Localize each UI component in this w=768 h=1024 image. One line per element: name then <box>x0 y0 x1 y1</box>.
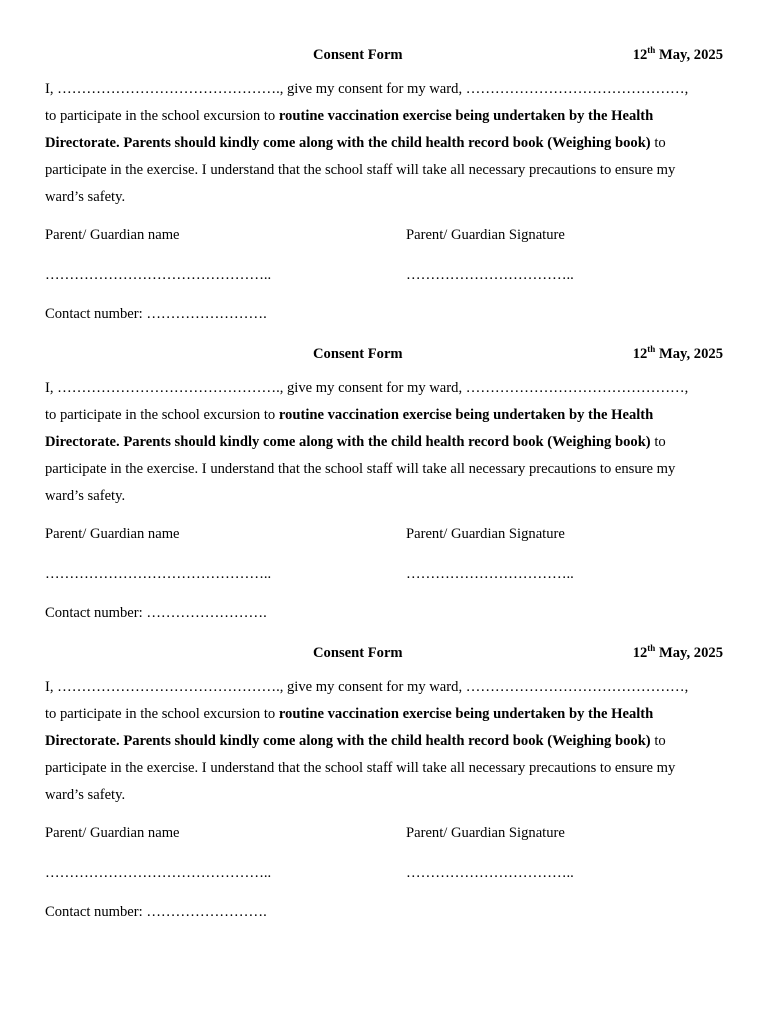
contact-number-field: Contact number: ……………………. <box>45 904 267 920</box>
statement-line-1: I, ………………………………………., give my consent for my ward, ………………………………………, <box>45 380 689 396</box>
form-title: Consent Form <box>313 346 403 362</box>
statement-line-4: participate in the exercise. I understand that the school staff will take all necessary precautions to ensure my <box>45 461 676 477</box>
parent-name-field: ……………………………………….. <box>45 566 272 582</box>
statement-bold-text: routine vaccination exercise being undertaken by the Health <box>278 108 654 124</box>
statement-line-2 <box>45 701 723 728</box>
statement-line-5: ward’s safety. <box>45 787 126 803</box>
date-rest: May, 2025 <box>655 645 723 661</box>
form-title: Consent Form <box>313 47 403 63</box>
parent-signature-label: Parent/ Guardian Signature <box>406 526 565 542</box>
date-suffix: th <box>647 643 656 654</box>
date-suffix: th <box>647 344 656 355</box>
parent-signature-field: …………………………….. <box>406 566 574 582</box>
statement-bold-text: routine vaccination exercise being undertaken by the Health <box>278 407 654 423</box>
signature-labels <box>45 526 723 546</box>
form-header <box>45 44 723 68</box>
parent-name-label: Parent/ Guardian name <box>45 227 180 243</box>
date-day: 12 <box>632 346 648 362</box>
parent-signature-field: …………………………….. <box>406 865 574 881</box>
consent-statement <box>45 76 723 211</box>
statement-line-2 <box>45 402 723 429</box>
statement-line-3 <box>45 130 723 157</box>
consent-form-3 <box>45 642 723 932</box>
statement-plain-text: to <box>650 733 666 749</box>
form-header <box>45 642 723 666</box>
statement-plain-text: to <box>650 434 666 450</box>
form-date <box>633 346 723 363</box>
statement-line-4: participate in the exercise. I understand that the school staff will take all necessary precautions to ensure my <box>45 760 676 776</box>
signature-fields <box>45 865 723 885</box>
statement-line-4: participate in the exercise. I understand that the school staff will take all necessary precautions to ensure my <box>45 162 676 178</box>
form-date <box>633 645 723 662</box>
signature-labels <box>45 825 723 845</box>
statement-plain-text: to participate in the school excursion to <box>45 706 279 722</box>
consent-form-1 <box>45 44 723 334</box>
contact-number-field: Contact number: ……………………. <box>45 306 267 322</box>
statement-line-3 <box>45 728 723 755</box>
parent-name-label: Parent/ Guardian name <box>45 526 180 542</box>
parent-signature-field: …………………………….. <box>406 267 574 283</box>
consent-statement <box>45 375 723 510</box>
statement-bold-text: Directorate. Parents should kindly come along with the child health record book (Weighing book) <box>45 733 651 749</box>
date-rest: May, 2025 <box>655 346 723 362</box>
contact-number-field: Contact number: ……………………. <box>45 605 267 621</box>
signature-labels <box>45 227 723 247</box>
statement-line-1: I, ………………………………………., give my consent for my ward, ………………………………………, <box>45 679 689 695</box>
statement-line-3 <box>45 429 723 456</box>
statement-line-1: I, ………………………………………., give my consent for my ward, ………………………………………, <box>45 81 689 97</box>
consent-statement <box>45 674 723 809</box>
form-date <box>633 47 723 64</box>
signature-fields <box>45 267 723 287</box>
consent-form-2 <box>45 343 723 633</box>
statement-bold-text: routine vaccination exercise being undertaken by the Health <box>278 706 654 722</box>
parent-name-field: ……………………………………….. <box>45 267 272 283</box>
statement-plain-text: to participate in the school excursion to <box>45 108 279 124</box>
statement-bold-text: Directorate. Parents should kindly come along with the child health record book (Weighing book) <box>45 135 651 151</box>
statement-plain-text: to <box>650 135 666 151</box>
statement-plain-text: to participate in the school excursion to <box>45 407 279 423</box>
parent-name-field: ……………………………………….. <box>45 865 272 881</box>
statement-line-2 <box>45 103 723 130</box>
signature-fields <box>45 566 723 586</box>
date-day: 12 <box>632 47 648 63</box>
form-header <box>45 343 723 367</box>
date-day: 12 <box>632 645 648 661</box>
parent-signature-label: Parent/ Guardian Signature <box>406 825 565 841</box>
parent-signature-label: Parent/ Guardian Signature <box>406 227 565 243</box>
form-title: Consent Form <box>313 645 403 661</box>
statement-line-5: ward’s safety. <box>45 488 126 504</box>
statement-line-5: ward’s safety. <box>45 189 126 205</box>
parent-name-label: Parent/ Guardian name <box>45 825 180 841</box>
statement-bold-text: Directorate. Parents should kindly come along with the child health record book (Weighing book) <box>45 434 651 450</box>
date-suffix: th <box>647 45 656 56</box>
date-rest: May, 2025 <box>655 47 723 63</box>
